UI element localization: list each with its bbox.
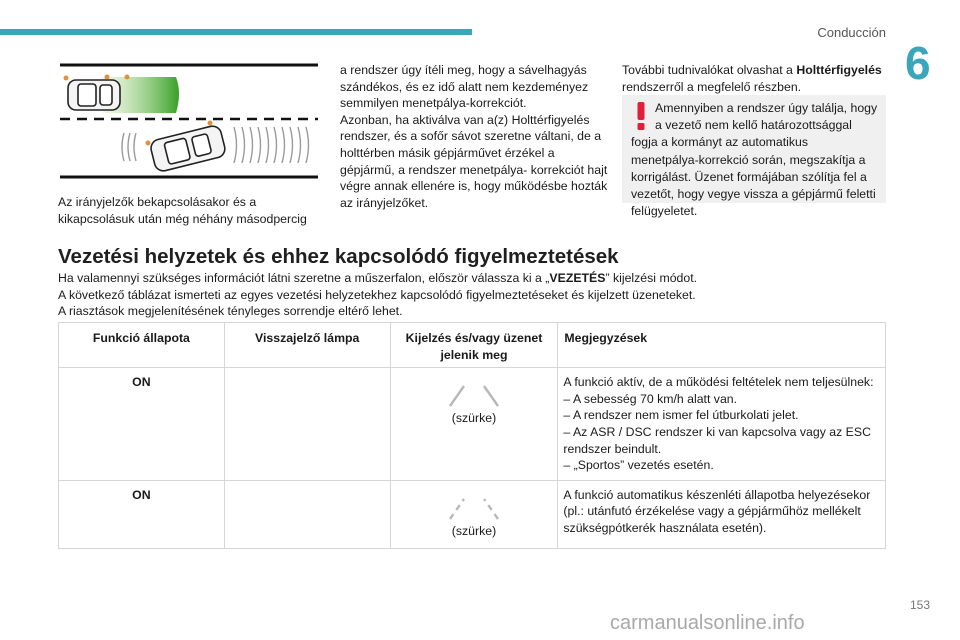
- warning-exclamation-icon: [631, 101, 651, 131]
- indicator-lamp-cell: [224, 480, 390, 548]
- note-line: – A sebesség 70 km/h alatt van.: [563, 391, 738, 406]
- notes-cell: [558, 368, 886, 481]
- illustration-caption: [58, 194, 318, 227]
- lane-lines-dashed-icon: [442, 495, 506, 521]
- display-label: (szürke): [451, 411, 497, 426]
- display-cell: [390, 480, 558, 548]
- middle-paragraph-1: a rendszer úgy ítéli meg, hogy a sávelhagyás szándékos, és ez idő alatt nem kezdeményez semmilyen menetpálya-korrekciót.: [340, 63, 589, 111]
- function-state-cell: ON: [59, 480, 225, 548]
- lane-change-blind-spot-illustration: [58, 63, 320, 181]
- header-notes: Megjegyzések: [558, 323, 886, 368]
- section-heading: Vezetési helyzetek és ehhez kapcsolódó figyelmeztetések: [58, 245, 619, 268]
- lane-lines-solid-icon: [442, 382, 506, 408]
- table-row: [59, 368, 886, 481]
- intro-2: A következő táblázat ismerteti az egyes vezetési helyzetekhez kapcsolódó figyelmeztetéseket és kijelzett üzeneteket.: [58, 287, 696, 302]
- table-row: [59, 480, 886, 548]
- header-indicator-lamp: Visszajelző lámpa: [224, 323, 390, 368]
- blind-spot-link-text: Holttérfigyelés: [796, 63, 882, 77]
- header-function-state: Funkció állapota: [59, 323, 225, 368]
- header-display-message: Kijelzés és/vagy üzenet jelenik meg: [390, 323, 558, 368]
- middle-paragraph-2: Azonban, ha aktiválva van a(z) Holttérfigyelés rendszer, és a sofőr sávot szeretne váltani, de a holttérben másik gépjárművet érzékel a gépjármű, a rendszer menetpálya- korrekciót hajt végre annak ellenére is, hogy működésbe hozták az irányjelzőket.: [340, 112, 608, 210]
- section-intro: [58, 270, 898, 320]
- table-header-row: [59, 323, 886, 368]
- watermark: carmanualsonline.info: [610, 612, 805, 634]
- warnings-table: [58, 322, 886, 549]
- intro-3: A riasztások megjelenítésének tényleges sorrendje eltérő lehet.: [58, 304, 403, 319]
- note-line: – „Sportos” vezetés esetén.: [563, 458, 714, 473]
- intro-1-after: ” kijelzési módot.: [605, 271, 698, 285]
- note-line: – Az ASR / DSC rendszer ki van kapcsolva vagy az ESC rendszer beindult.: [563, 424, 871, 456]
- middle-column: [340, 62, 608, 211]
- note-line: A funkció aktív, de a működési feltételek nem teljesülnek:: [563, 375, 874, 390]
- display-label: (szürke): [451, 523, 497, 538]
- reference-text-after: rendszerről a megfelelő részben.: [622, 79, 802, 94]
- note-line: A funkció automatikus készenléti állapotba helyezésekor (pl.: utánfutó érzékelése vagy a gépjárműhöz mellékelt szükségpótkerék használata esetén).: [563, 487, 871, 535]
- right-column-reference: [622, 62, 888, 95]
- note-line: – A rendszer nem ismer fel útburkolati jelet.: [563, 408, 799, 423]
- function-state-cell: ON: [59, 368, 225, 481]
- intro-1-bold: VEZETÉS: [549, 271, 606, 285]
- indicator-lamp-cell: [224, 368, 390, 481]
- section-title: Conducción: [817, 25, 886, 40]
- warning-note: [622, 95, 886, 219]
- warning-text: Amennyiben a rendszer úgy találja, hogy a vezető nem kellő határozottsággal fogja a kormányt az automatikus menetpálya-korrekció során, megszakítja a korrigálást. Üzenet formájában szólítja fel a vezetőt, hogy vegye vissza a gépjármű feletti felügyeletet.: [631, 101, 878, 219]
- page-number: 153: [909, 598, 930, 612]
- header-accent-bar: [0, 29, 472, 35]
- chapter-number: 6: [905, 37, 931, 89]
- reference-text-before: További tudnivalókat olvashat a: [622, 63, 797, 77]
- intro-1-before: Ha valamennyi szükséges információt látni szeretne a műszerfalon, először válassza ki a „: [58, 271, 550, 285]
- caption-text: Az irányjelzők bekapcsolásakor és a kikapcsolásuk után még néhány másodpercig: [58, 195, 307, 226]
- display-cell: [390, 368, 558, 481]
- notes-cell: [558, 480, 886, 548]
